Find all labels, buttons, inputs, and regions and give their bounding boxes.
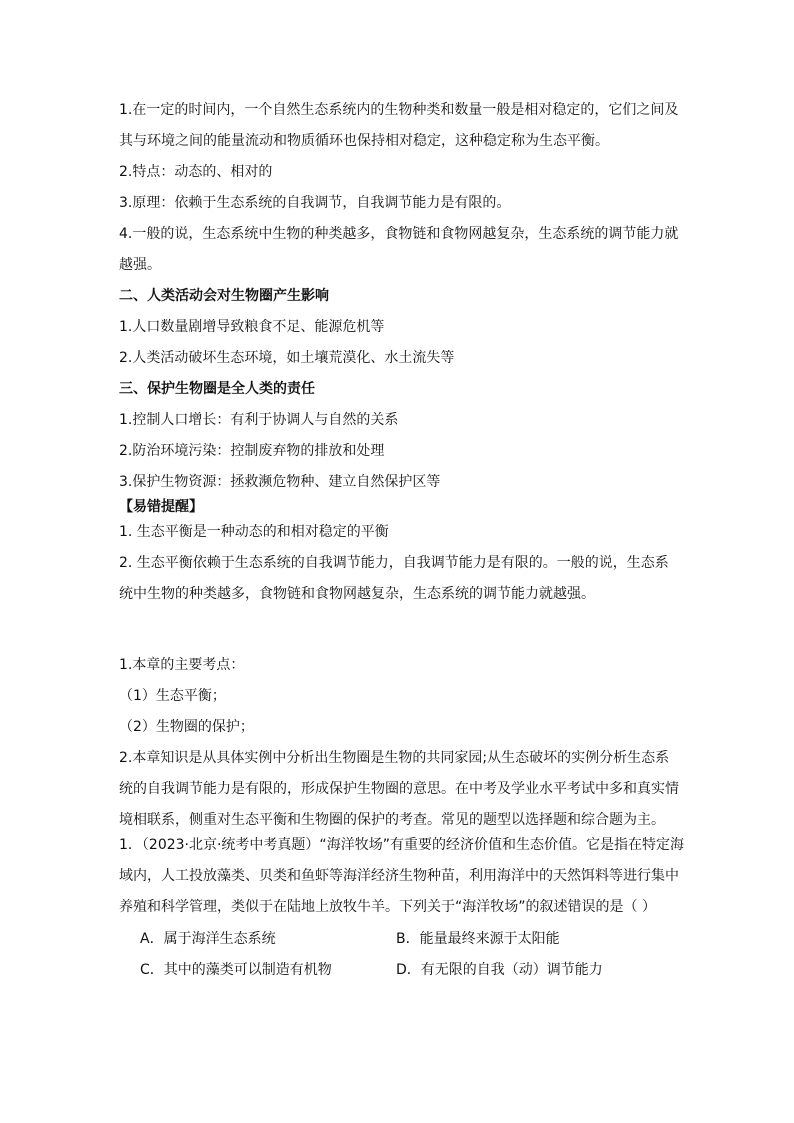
option-d: D．有无限的自我（动）调节能力 [396,962,603,978]
list-item: 1.控制人口增长：有利于协调人与自然的关系 [119,412,399,428]
option-c: C．其中的藻类可以制造有机物 [140,962,332,978]
reminder-item-2-line-2: 统中生物的种类越多，食物链和食物网越复杂，生态系统的调节能力就越强。 [119,586,595,602]
analysis-subitem-1: （1）生态平衡； [119,688,226,704]
reminder-item-2-line-1: 2. 生态平衡依赖于生态系统的自我调节能力，自我调节能力是有限的。一般的说，生态系 [119,555,669,571]
list-item: 2.人类活动破坏生态环境，如土壤荒漠化、水土流失等 [119,350,455,366]
analysis-paragraph-2-line-1: 2.本章知识是从具体实例中分析出生物圈是生物的共同家园;从生态破坏的实例分析生态系 [119,750,670,766]
paragraph-4-line-1: 4.一般的说，生态系统中生物的种类越多，食物链和食物网越复杂，生态系统的调节能力就 [119,226,679,242]
question-line-1: 1．（2023·北京·统考中考真题）“海洋牧场”有重要的经济价值和生态价值。它是指在特定海 [119,837,684,853]
paragraph-4-line-2: 越强。 [119,257,161,273]
paragraph-3: 3.原理：依赖于生态系统的自我调节，自我调节能力是有限的。 [119,195,511,211]
document-content [119,100,684,980]
section-heading-human-impact: 二、人类活动会对生物圈产生影响 [119,288,329,304]
reminder-heading: 【易错提醒】 [119,499,203,515]
analysis-paragraph-1: 1.本章的主要考点： [119,657,245,673]
analysis-paragraph-2-line-2: 统的自我调节能力是有限的，形成保护生物圈的意思。在中考及学业水平考试中多和真实情 [119,781,679,797]
question-line-3: 养殖和科学管理，类似于在陆地上放牧牛羊。下列关于“海洋牧场”的叙述错误的是（ ） [119,899,656,915]
analysis-paragraph-2-line-3: 境相联系，侧重对生态平衡和生物圈的保护的考查。常见的题型以选择题和综合题为主。 [119,812,665,828]
options-row-2 [119,960,679,980]
list-item: 3.保护生物资源：拯救濒危物种、建立自然保护区等 [119,474,441,490]
analysis-subitem-2: （2）生物圈的保护； [119,719,254,735]
paragraph-2: 2.特点：动态的、相对的 [119,164,273,180]
reminder-item-1: 1. 生态平衡是一种动态的和相对稳定的平衡 [119,524,389,540]
paragraph-1-line-1: 1.在一定的时间内，一个自然生态系统内的生物种类和数量一般是相对稳定的，它们之间及 [119,102,679,118]
section-heading-protect-biosphere: 三、保护生物圈是全人类的责任 [119,381,315,397]
list-item: 1.人口数量剧增导致粮食不足、能源危机等 [119,319,385,335]
options-row-1 [119,929,679,949]
option-a: A．属于海洋生态系统 [140,931,276,947]
list-item: 2.防治环境污染：控制废弃物的排放和处理 [119,443,385,459]
question-line-2: 域内，人工投放藻类、贝类和鱼虾等海洋经济生物种苗，利用海洋中的天然饵料等进行集中 [119,868,679,884]
option-b: B．能量最终来源于太阳能 [396,931,560,947]
paragraph-1-line-2: 其与环境之间的能量流动和物质循环也保持相对稳定，这种稳定称为生态平衡。 [119,133,609,149]
